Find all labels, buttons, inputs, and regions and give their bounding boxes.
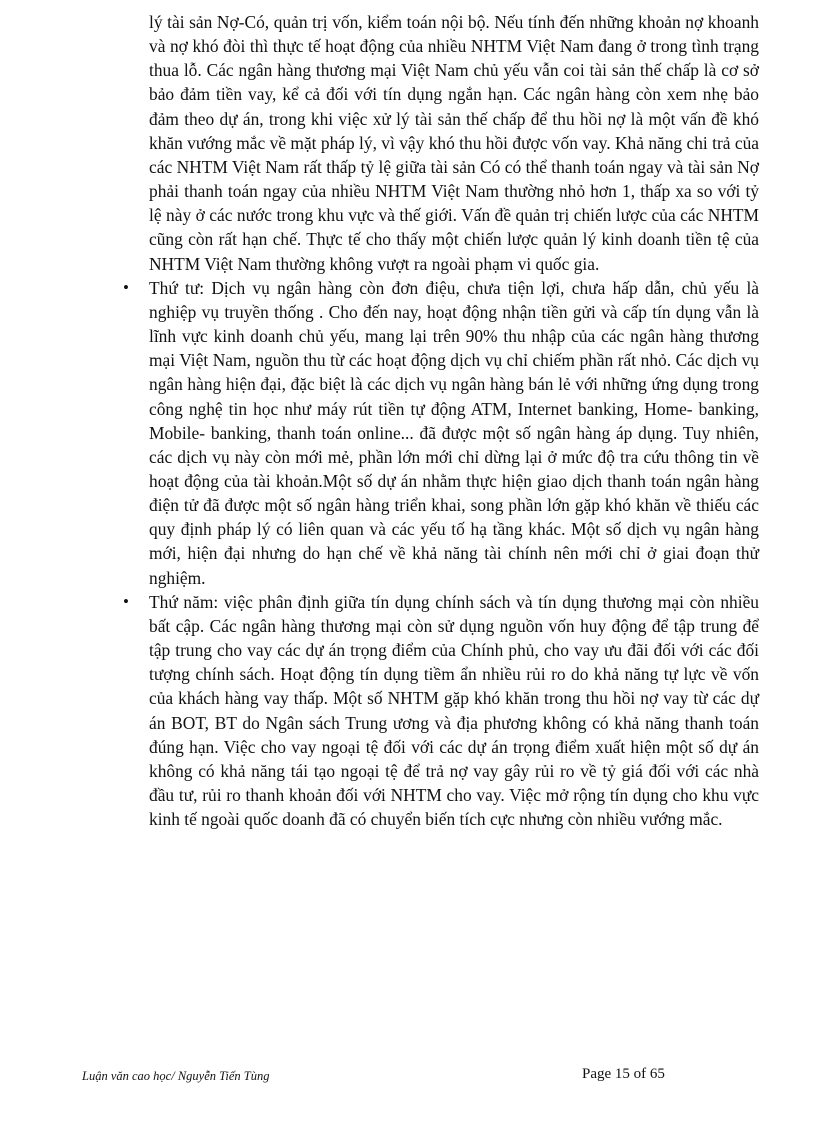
bullet-list <box>123 276 759 832</box>
bullet-text-fourth: Thứ tư: Dịch vụ ngân hàng còn đơn điệu, chưa tiện lợi, chưa hấp dẫn, chủ yếu là nghiệp vụ truyền thống . Cho đến nay, hoạt động nhận tiền gửi và cấp tín dụng vẫn là lĩnh vực kinh doanh chủ yếu, mang lại trên 90% thu nhập của các ngân hàng thương mại Việt Nam, nguồn thu từ các hoạt động dịch vụ chỉ chiếm phần rất nhỏ. Các dịch vụ ngân hàng hiện đại, đặc biệt là các dịch vụ ngân hàng bán lẻ với những ứng dụng trong công nghệ tin học như máy rút tiền tự động ATM, Internet banking, Home- banking, Mobile- banking, thanh toán online... đã được một số ngân hàng áp dụng. Tuy nhiên, các dịch vụ này còn mới mẻ, phần lớn mới chỉ dừng lại ở mức độ tra cứu thông tin về hoạt động của tài khoản.Một số dự án nhằm thực hiện giao dịch thanh toán ngân hàng điện tử đã được một số ngân hàng triển khai, song phần lớn gặp khó khăn về thiếu các quy định pháp lý có liên quan và các yếu tố hạ tầng khác. Một số dịch vụ ngân hàng mới, hiện đại nhưng do hạn chế về khả năng tài chính nên mới chỉ ở giai đoạn thử nghiệm. <box>149 277 759 588</box>
bullet-text-fifth: Thứ năm: việc phân định giữa tín dụng chính sách và tín dụng thương mại còn nhiều bất cập. Các ngân hàng thương mại còn sử dụng nguồn vốn huy động để tập trung để tập trung cho vay các dự án trọng điểm của Chính phủ, cho vay ưu đãi đối với các đối tượng chính sách. Hoạt động tín dụng tiềm ẩn nhiều rủi ro do khả năng tự lực về vốn của khách hàng vay thấp. Một số NHTM gặp khó khăn trong thu hồi nợ vay từ các dự án BOT, BT do Ngân sách Trung ương và địa phương không có khả năng thanh toán đúng hạn. Việc cho vay ngoại tệ đối với các dự án trọng điểm xuất hiện một số dự án không có khả năng tái tạo ngoại tệ để trả nợ vay gây rủi ro về tỷ giá đối với các nhà đầu tư, rủi ro thanh khoản đối với NHTM cho vay. Việc mở rộng tín dụng cho khu vực kinh tế ngoài quốc doanh đã có chuyển biến tích cực nhưng còn nhiều vướng mắc. <box>149 591 759 830</box>
page-footer <box>82 1066 702 1088</box>
continuation-paragraph: lý tài sản Nợ-Có, quản trị vốn, kiểm toán nội bộ. Nếu tính đến những khoản nợ khoanh và nợ khó đòi thì thực tế hoạt động của nhiều NHTM Việt Nam đang ở trong tình trạng thua lỗ. Các ngân hàng thương mại Việt Nam chủ yếu vẫn coi tài sản thế chấp là cơ sở bảo đảm tiền vay, kể cả đối với tín dụng ngắn hạn. Các ngân hàng còn xem nhẹ bảo đảm theo dự án, trong khi việc xử lý tài sản thế chấp để thu hồi nợ là một vấn đề khó khăn vướng mắc về mặt pháp lý, vì vậy khó thu hồi được vốn vay. Khả năng chi trả của các NHTM Việt Nam rất thấp tỷ lệ giữa tài sản Có có thể thanh toán ngay và tài sản Nợ phải thanh toán ngay của nhiều NHTM Việt Nam thường nhỏ hơn 1, thấp xa so với tỷ lệ này ở các nước trong khu vực và thế giới. Vấn đề quản trị chiến lược của các NHTM cũng còn rất hạn chế. Thực tế cho thấy một chiến lược quản lý kinh doanh tiền tệ của NHTM Việt Nam thường không vượt ra ngoài phạm vi quốc gia. <box>149 12 759 274</box>
footer-author: Luận văn cao học/ Nguyễn Tiến Tùng <box>82 1069 270 1083</box>
page-number: Page 15 of 65 <box>582 1066 665 1082</box>
bullet-item-fifth <box>123 590 759 832</box>
bullet-icon: • <box>123 591 129 611</box>
document-body <box>123 10 759 831</box>
bullet-item-fourth <box>123 276 759 590</box>
bullet-icon: • <box>123 277 129 297</box>
